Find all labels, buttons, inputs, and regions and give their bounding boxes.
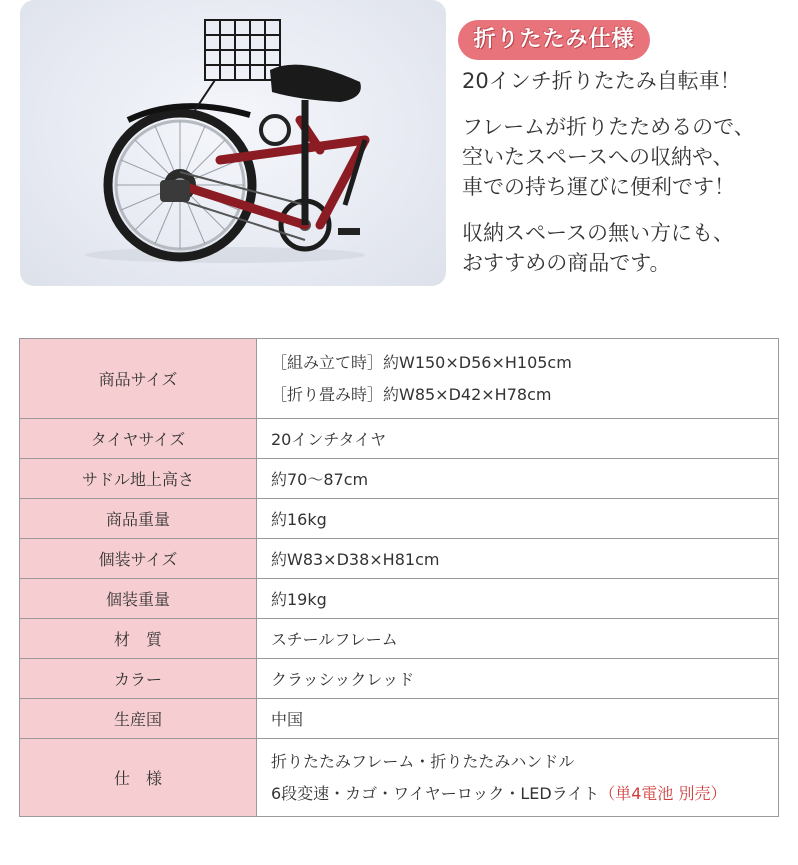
row-value [257,739,779,817]
row-value: 約W83×D38×H81cm [257,539,779,579]
table-row [20,579,779,619]
table-row [20,659,779,699]
battery-note: （単4電池 別売） [599,783,727,803]
table-row [20,419,779,459]
table-row [20,699,779,739]
row-value: クラッシックレッド [257,659,779,699]
row-label: サドル地上高さ [20,459,257,499]
row-value: 中国 [257,699,779,739]
table-row [20,539,779,579]
features-line-2 [271,784,778,804]
folding-spec-badge: 折りたたみ仕様 [458,20,650,60]
row-label: 個装サイズ [20,539,257,579]
row-label: 個装重量 [20,579,257,619]
row-value: 20インチタイヤ [257,419,779,459]
table-row [20,739,779,817]
row-label: 材 質 [20,619,257,659]
row-value: 約19kg [257,579,779,619]
intro-line: 車での持ち運びに便利です！ [462,175,735,199]
size-assembled: ［組み立て時］約W150×D56×H105cm [271,352,572,372]
row-label: 仕 様 [20,739,257,817]
table-row [20,339,779,419]
row-value: 約70～87cm [257,459,779,499]
row-label: タイヤサイズ [20,419,257,459]
intro-line: 空いたスペースへの収納や、 [462,145,734,169]
table-row [20,499,779,539]
table-row [20,619,779,659]
intro-line: おすすめの商品です。 [462,251,671,275]
features-line-2-text: 6段変速・カゴ・ワイヤーロック・LEDライト [271,783,600,803]
row-value: 約16kg [257,499,779,539]
row-label: カラー [20,659,257,699]
intro-line: フレームが折りたためるので、 [462,115,755,139]
features-line-1: 折りたたみフレーム・折りたたみハンドル [271,751,575,771]
intro-line: 20インチ折りたたみ自転車！ [462,69,741,93]
size-folded: ［折り畳み時］約W85×D42×H78cm [271,384,552,404]
row-label: 生産国 [20,699,257,739]
folding-bicycle-icon [20,0,446,286]
table-row [20,459,779,499]
product-photo [20,0,446,286]
spec-table [19,338,779,817]
row-value: スチールフレーム [257,619,779,659]
row-value [257,339,779,419]
row-label: 商品重量 [20,499,257,539]
intro-text [462,66,792,278]
intro-line: 収納スペースの無い方にも、 [462,221,734,245]
row-label: 商品サイズ [20,339,257,419]
